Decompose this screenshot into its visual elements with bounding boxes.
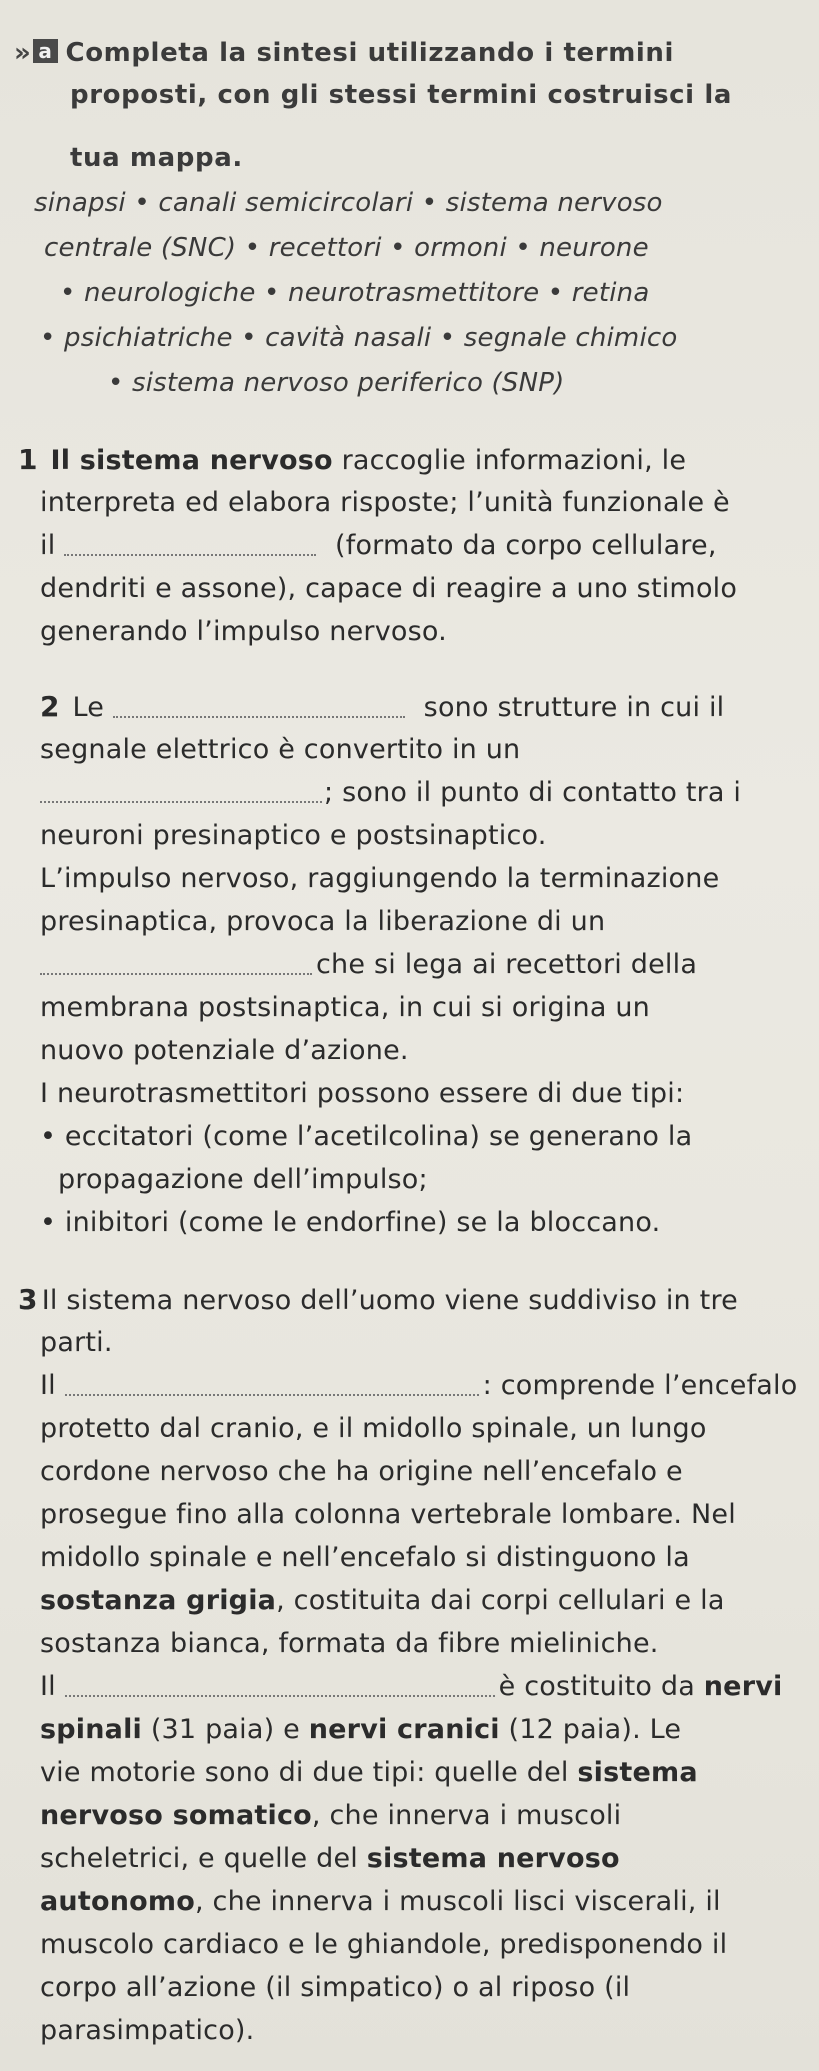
- s2-line-4: neuroni presinaptico e postsinaptico.: [40, 820, 547, 851]
- s3-line-10: [40, 1670, 782, 1704]
- instruction-line-1: Completa la sintesi utilizzando i termini: [65, 38, 675, 68]
- s1-line-5: generando l’impulso nervoso.: [40, 616, 447, 647]
- s3-line-18: parasimpatico).: [40, 2015, 255, 2046]
- s3-line-6: prosegue fino alla colonna vertebrale lombare. Nel: [40, 1499, 736, 1530]
- instruction-line-3: tua mappa.: [70, 143, 243, 173]
- s1-l3-post: (formato da corpo cellulare,: [335, 530, 717, 561]
- s3-l14-pre: scheletrici, e quelle del: [40, 1843, 358, 1874]
- s2-line-2: segnale elettrico è convertito in un: [40, 734, 521, 765]
- s3-number: 3: [18, 1283, 38, 1316]
- s3-l10-pre: Il: [40, 1671, 56, 1702]
- s3-line-15: [40, 1885, 721, 1919]
- s3-line-2: parti.: [40, 1327, 113, 1358]
- terms-line-5: • sistema nervoso periferico (SNP): [108, 368, 565, 398]
- s2-line-10: I neurotrasmettitori possono essere di due tipi:: [40, 1078, 685, 1109]
- s3-l15-rest: , che innerva i muscoli lisci viscerali, il: [194, 1886, 721, 1917]
- s3-l10-bold: nervi: [703, 1671, 783, 1702]
- s1-l3-pre: il: [40, 530, 56, 561]
- s3-line-8: [40, 1584, 725, 1618]
- s3-l10-mid: è costituito da: [498, 1671, 695, 1702]
- s2-blank-sinapsi[interactable]: [113, 692, 405, 718]
- s1-line-4: dendriti e assone), capace di reagire a uno stimolo: [40, 573, 738, 604]
- s3-l14-bold: sistema nervoso: [366, 1843, 620, 1874]
- s3-l13-rest: , che innerva i muscoli: [311, 1800, 622, 1831]
- s2-l1-post: sono strutture in cui il: [423, 692, 725, 723]
- s3-l3-post: : comprende l’encefalo: [482, 1370, 798, 1401]
- s2-line-9: nuovo potenziale d’azione.: [40, 1035, 409, 1066]
- s3-l8-bold: sostanza grigia: [40, 1585, 277, 1616]
- s3-l12-pre: vie motorie sono di due tipi: quelle del: [40, 1757, 569, 1788]
- s3-blank-snp[interactable]: [65, 1671, 495, 1697]
- s2-l7-post: che si lega ai recettori della: [316, 949, 698, 980]
- s2-line-11: • eccitatori (come l’acetilcolina) se generano la: [40, 1121, 693, 1152]
- s3-l1: Il sistema nervoso dell’uomo viene suddiviso in tre: [41, 1285, 738, 1316]
- terms-line-3: • neurologiche • neurotrasmettitore • retina: [60, 278, 650, 308]
- s3-l15-bold: autonomo: [40, 1886, 195, 1917]
- s2-line-5: L’impulso nervoso, raggiungendo la terminazione: [40, 863, 720, 894]
- s3-l8-rest: , costituita dai corpi cellulari e la: [276, 1585, 725, 1616]
- instruction-line-2: proposti, con gli stessi termini costruisci la: [70, 80, 732, 110]
- s1-line-2: interpreta ed elabora risposte; l’unità funzionale è: [40, 487, 730, 518]
- s2-line-3: [40, 776, 741, 810]
- s3-line-11: [40, 1713, 681, 1747]
- s2-line-12: propagazione dell’impulso;: [58, 1164, 428, 1195]
- s3-line-1: [18, 1283, 738, 1318]
- s3-line-16: muscolo cardiaco e le ghiandole, predisponendo il: [40, 1929, 728, 1960]
- s1-number: 1: [18, 443, 38, 476]
- s3-line-5: cordone nervoso che ha origine nell’encefalo e: [40, 1456, 683, 1487]
- s3-l11-rest: (12 paia). Le: [508, 1714, 682, 1745]
- s2-l1-pre: Le: [72, 692, 105, 723]
- s3-blank-snc[interactable]: [65, 1370, 479, 1396]
- s3-l3-pre: Il: [40, 1370, 56, 1401]
- s2-line-1: [40, 690, 724, 725]
- s3-line-3: [40, 1369, 797, 1403]
- s2-line-6: presinaptica, provoca la liberazione di un: [40, 906, 606, 937]
- s1-bold: Il sistema nervoso: [50, 445, 333, 476]
- s3-l11-bold1: spinali: [40, 1714, 143, 1745]
- s3-line-12: [40, 1756, 698, 1790]
- s3-line-7: midollo spinale e nell’encefalo si distinguono la: [40, 1542, 690, 1573]
- s1-line-1: [18, 443, 686, 478]
- s3-l12-bold: sistema: [577, 1757, 698, 1788]
- s3-l11-bold2: nervi cranici: [308, 1714, 500, 1745]
- s1-line-3: [40, 529, 717, 563]
- s3-l13-bold: nervoso somatico: [40, 1800, 312, 1831]
- exercise-label: a: [33, 39, 57, 63]
- s3-line-17: corpo all’azione (il simpatico) o al riposo (il: [40, 1972, 631, 2003]
- s3-line-13: [40, 1799, 621, 1833]
- s1-rest: raccoglie informazioni, le: [341, 445, 687, 476]
- exercise-heading: [14, 36, 674, 70]
- s3-line-4: protetto dal cranio, e il midollo spinale, un lungo: [40, 1413, 707, 1444]
- s2-line-8: membrana postsinaptica, in cui si origina un: [40, 992, 650, 1023]
- s2-line-13: • inibitori (come le endorfine) se la bloccano.: [40, 1207, 661, 1238]
- terms-line-4: • psichiatriche • cavità nasali • segnale chimico: [40, 323, 678, 353]
- s2-l3-post: ; sono il punto di contatto tra i: [324, 777, 742, 808]
- s2-blank-neurotrasmettitore[interactable]: [40, 949, 312, 975]
- exercise-marker: »: [14, 38, 32, 68]
- s3-line-14: [40, 1842, 620, 1876]
- s3-l11-mid: (31 paia) e: [150, 1714, 300, 1745]
- s2-line-7: [40, 948, 697, 982]
- terms-line-1: sinapsi • canali semicircolari • sistema nervoso: [34, 188, 663, 218]
- s2-number: 2: [40, 690, 60, 723]
- s1-blank-neurone[interactable]: [64, 530, 316, 556]
- s3-line-9: sostanza bianca, formata da fibre mieliniche.: [40, 1628, 659, 1659]
- terms-line-2: centrale (SNC) • recettori • ormoni • neurone: [44, 233, 649, 263]
- s2-blank-segnale[interactable]: [40, 777, 322, 803]
